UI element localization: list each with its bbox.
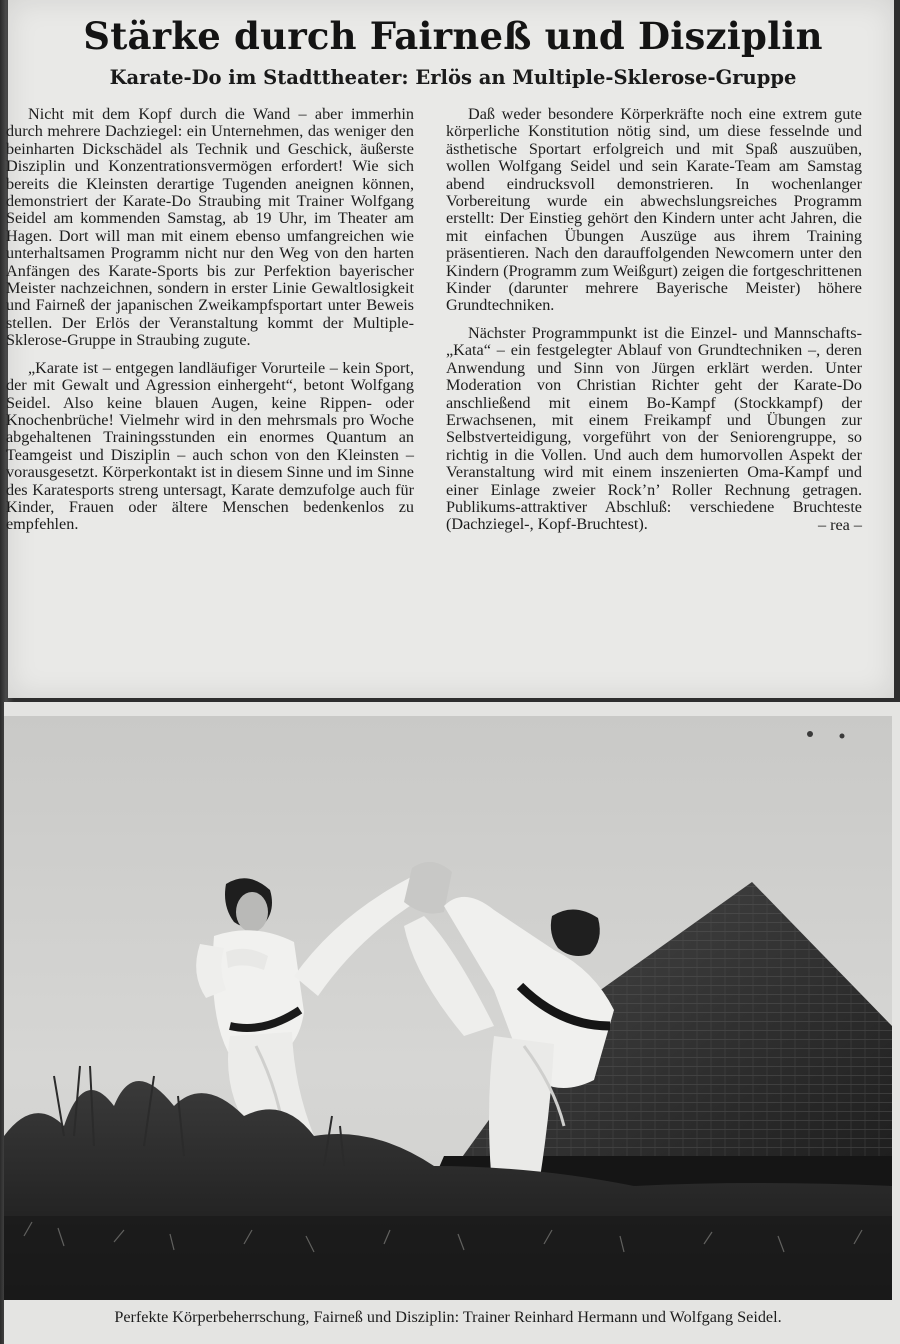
subheadline: Karate-Do im Stadttheater: Erlös an Multiple-Sklerose-Gruppe <box>109 66 797 89</box>
paragraph: Nicht mit dem Kopf durch die Wand – aber immerhin durch mehrere Dachziegel: ein Unternehmen, das weniger den beinharten Dickschädel als Technik und Geschick, äußerste Disziplin und Konzentrationsvermögen erfordert! Wie sich bereits die Kleinsten derartige Tugenden aneignen können, demonstriert der Karate-Do Straubing mit Trainer Wolfgang Seidel am kommenden Samstag, ab 19 Uhr, im Theater am Hagen. Dort will man mit einem ebenso umfangreichen wie unterhaltsamen Programm nicht nur den Weg von den harten Anfängen des Karate-Sports bis zur Perfektion bayerischer Meister nachzeichnen, sondern in erster Linie Gewaltlosigkeit und Fairneß der japanischen Zweikampfsportart unter Beweis stellen. Der Erlös der Veranstaltung kommt der Multiple-Sklerose-Gruppe in Straubing zugute. <box>6 105 414 350</box>
article-column-right <box>446 106 862 534</box>
karate-photo-illustration <box>4 716 892 1300</box>
photo-caption: Perfekte Körperbeherrschung, Fairneß und Disziplin: Trainer Reinhard Hermann und Wolfgang Seidel. <box>114 1308 782 1326</box>
paragraph: Nächster Programmpunkt ist die Einzel- und Mannschafts-„Kata“ – ein festgelegter Ablauf von Grundtechniken –, deren Anwendung und Sinn von Jürgen erklärt werden. Unter Moderation von Christian Richter geht der Karate-Do anschließend mit einem Bo-Kampf (Stockkampf) der Erwachsenen, mit einem Freikampf und Übungen zur Selbstverteidigung, vorgeführt von der Seniorengruppe, so richtig in die Vollen. Und auch dem humorvollen Aspekt der Veranstaltung wird mit einem inszenierten Oma-Kampf und einer Einlage zweier Rock’n’ Roller Rechnung getragen. Publikums-attraktiver Abschluß: verschiedene Bruchteste (Dachziegel-, Kopf-Bruchtest). <box>446 323 862 534</box>
karate-photo <box>4 716 892 1300</box>
paragraph: Daß weder besondere Körperkräfte noch eine extrem gute körperliche Konstitution nötig sind, um diese fesselnde und ästhetische Sportart erfolgreich und mit Spaß auszuüben, wollen Wolfgang Seidel und sein Karate-Team am Samstag abend eindrucksvoll demonstrieren. In wochenlanger Vorbereitung wurde ein abwechslungsreiches Programm erstellt: Der Einstieg gehört den Kindern unter acht Jahren, die mit einfachen Übungen Auszüge aus ihrem Training präsentieren. Nach den darauffolgenden Newcomern unter den Kindern (Programm zum Weißgurt) zeigen die fortgeschrittenen Kinder (darunter mehrere Bayerische Meister) höhere Grundtechniken. <box>446 105 862 315</box>
headline: Stärke durch Fairneß und Disziplin <box>83 14 823 58</box>
paragraph: „Karate ist – entgegen landläufiger Vorurteile – kein Sport, der mit Gewalt und Agression einhergeht“, betont Wolfgang Seidel. Also keine blauen Augen, keine Rippen- oder Knochenbrüche! Vielmehr wird in den mehrsmals pro Woche abgehaltenen Trainingsstunden ein enormes Quantum an Teamgeist und Disziplin – auch schon von den Kleinsten – vorausgesetzt. Körperkontakt ist in diesem Sinne und im Sinne des Karatesports streng untersagt, Karate demzufolge auch für Kinder, Frauen oder ältere Menschen bedenkenlos zu empfehlen. <box>6 358 414 534</box>
author-signature: – rea – <box>817 515 862 534</box>
article-column-left <box>6 106 414 534</box>
